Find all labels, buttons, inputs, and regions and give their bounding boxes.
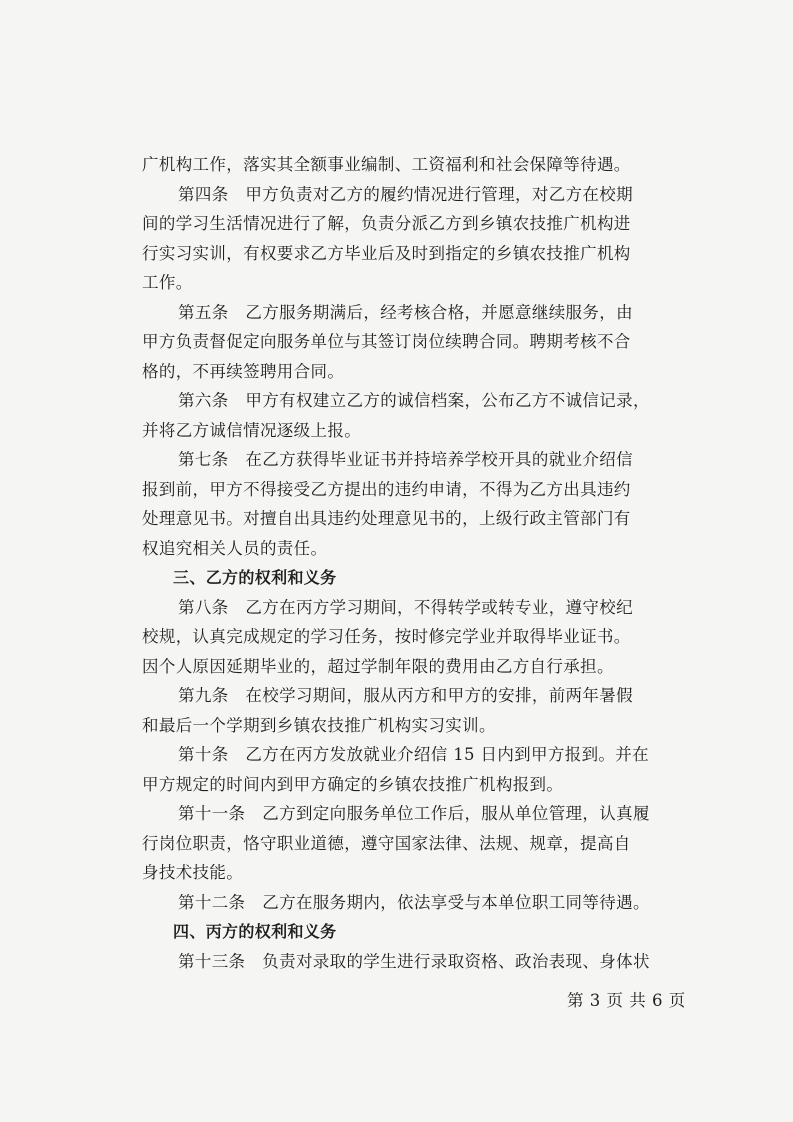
text-line: 第九条 在校学习期间，服从丙方和甲方的安排，前两年暑假 [178, 686, 633, 705]
section-heading: 三、乙方的权利和义务 [173, 568, 337, 587]
text-line: 和最后一个学期到乡镇农技推广机构实习实训。 [142, 715, 496, 735]
text-line: 甲方规定的时间内到甲方确定的乡镇农技推广机构报到。 [142, 774, 564, 794]
text-line: 行实习实训，有权要求乙方毕业后及时到指定的乡镇农技推广机构 [142, 243, 631, 263]
text-line: 格的，不再续签聘用合同。 [142, 361, 345, 381]
page-number: 第 3 页 共 6 页 [567, 991, 686, 1010]
section-heading: 四、丙方的权利和义务 [173, 922, 337, 941]
text-line: 报到前，甲方不得接受乙方提出的违约申请，不得为乙方出具违约 [142, 479, 631, 499]
text-line: 广机构工作，落实其全额事业编制、工资福利和社会保障等待遇。 [142, 155, 631, 174]
text-line: 并将乙方诚信情况逐级上报。 [142, 420, 362, 440]
text-line: 校规，认真完成规定的学习任务，按时修完学业并取得毕业证书。 [142, 627, 631, 646]
text-line: 甲方负责督促定向服务单位与其签订岗位续聘合同。聘期考核不合 [142, 332, 631, 351]
text-line: 第七条 在乙方获得毕业证书并持培养学校开具的就业介绍信 [178, 450, 633, 469]
text-line: 第十一条 乙方到定向服务单位工作后，服从单位管理，认真履 [178, 804, 650, 823]
text-line: 第十二条 乙方在服务期内，依法享受与本单位职工同等待遇。 [178, 892, 650, 912]
text-line: 第十三条 负责对录取的学生进行录取资格、政治表现、身体状 [178, 951, 650, 971]
text-line: 第六条 甲方有权建立乙方的诚信档案，公布乙方不诚信记录， [178, 391, 650, 410]
text-line: 工作。 [142, 273, 193, 292]
text-line: 身技术技能。 [142, 863, 244, 882]
text-line: 第八条 乙方在丙方学习期间，不得转学或转专业，遵守校纪 [178, 597, 633, 617]
text-line: 因个人原因延期毕业的，超过学制年限的费用由乙方自行承担。 [142, 656, 614, 676]
contract-body [142, 150, 717, 976]
text-line: 处理意见书。对擅自出具违约处理意见书的，上级行政主管部门有 [142, 509, 631, 528]
text-line: 行岗位职责，恪守职业道德，遵守国家法律、法规、规章，提高自 [142, 833, 631, 853]
text-line: 第四条 甲方负责对乙方的履约情况进行管理，对乙方在校期 [178, 184, 633, 204]
text-line: 第十条 乙方在丙方发放就业介绍信 15 日内到甲方报到。并在 [178, 745, 649, 764]
text-line: 间的学习生活情况进行了解，负责分派乙方到乡镇农技推广机构进 [142, 214, 631, 233]
text-line: 权追究相关人员的责任。 [142, 538, 328, 558]
text-line: 第五条 乙方服务期满后，经考核合格，并愿意继续服务，由 [178, 302, 633, 322]
